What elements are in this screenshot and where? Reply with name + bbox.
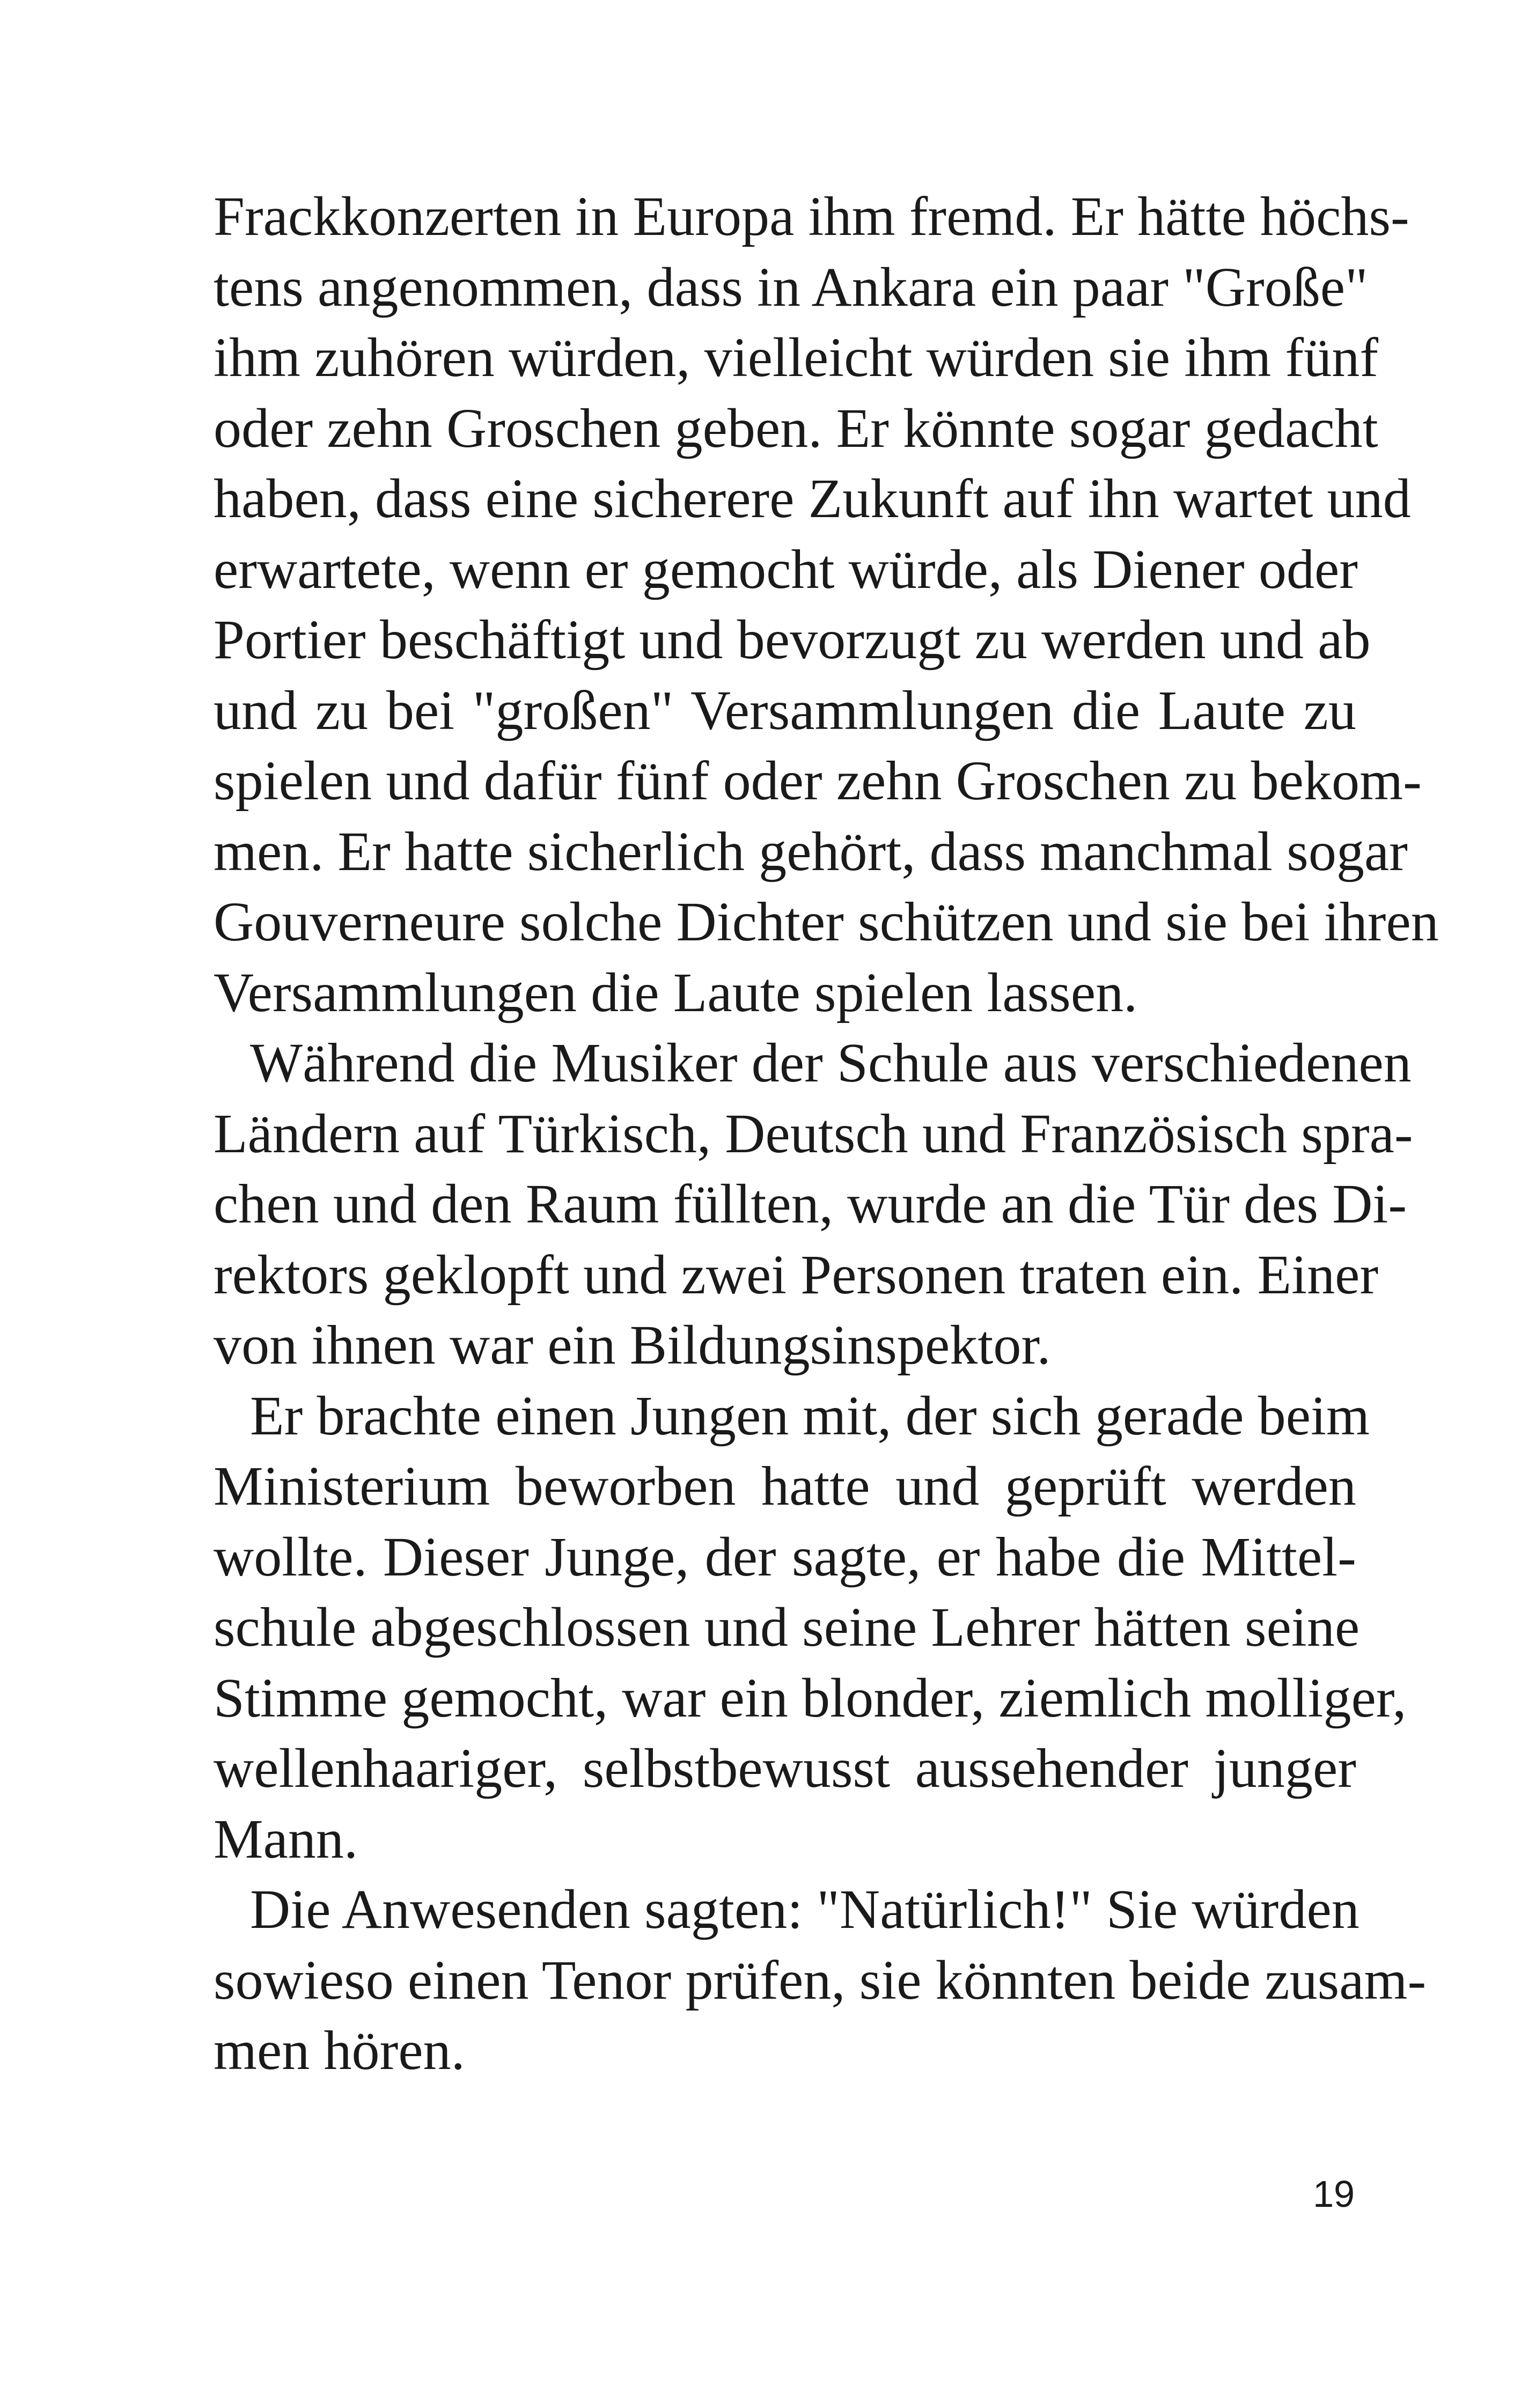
text-line: haben, dass eine sicherere Zukunft auf ihn wartet und [214, 468, 1411, 529]
text-line: Versammlungen die Laute spielen lassen. [214, 961, 1138, 1023]
text-line: rektors geklopft und zwei Personen traten ein. Einer [214, 1243, 1379, 1306]
text-line: Stimme gemocht, war ein blonder, ziemlich molliger, [214, 1667, 1407, 1729]
text-line: Die Anwesenden sagten: "Natürlich!" Sie würden [250, 1879, 1360, 1940]
text-line: men. Er hatte sicherlich gehört, dass manchmal sogar [214, 820, 1408, 882]
text-line: und zu bei "großen" Versammlungen die Laute zu [214, 679, 1356, 741]
text-line: Er brachte einen Jungen mit, der sich gerade beim [250, 1385, 1370, 1447]
text-line: oder zehn Groschen geben. Er könnte sogar gedacht [214, 397, 1378, 459]
body-text [214, 181, 1439, 2086]
paragraph-1 [214, 181, 1439, 1028]
text-line: erwartete, wenn er gemocht würde, als Diener oder [214, 538, 1358, 600]
text-line: chen und den Raum füllten, wurde an die Tür des Di- [214, 1173, 1407, 1235]
text-line: Ministerium beworben hatte und geprüft werden [214, 1455, 1356, 1517]
text-line: men hören. [214, 2020, 465, 2081]
paragraph-4 [214, 1874, 1427, 2086]
paragraph-2 [214, 1028, 1413, 1381]
text-line: Portier beschäftigt und bevorzugt zu werden und ab [214, 609, 1371, 671]
text-line: ihm zuhören würden, vielleicht würden sie ihm fünf [214, 327, 1379, 388]
text-line: Mann. [214, 1808, 358, 1870]
text-line: von ihnen war ein Bildungsinspektor. [214, 1314, 1051, 1376]
text-line: schule abgeschlossen und seine Lehrer hätten seine [214, 1596, 1360, 1658]
text-line: Während die Musiker der Schule aus verschiedenen [250, 1032, 1412, 1094]
text-line: spielen und dafür fünf oder zehn Groschen zu bekom- [214, 750, 1422, 812]
page-number: 19 [1313, 2173, 1355, 2215]
paragraph-3 [214, 1381, 1407, 1875]
text-line: wellenhaariger, selbstbewusst aussehender junger [214, 1737, 1356, 1799]
text-line: Gouverneure solche Dichter schützen und sie bei ihren [214, 891, 1439, 953]
text-line: tens angenommen, dass in Ankara ein paar "Große" [214, 256, 1368, 318]
text-line: Frackkonzerten in Europa ihm fremd. Er hätte höchs- [214, 186, 1409, 247]
text-line: Ländern auf Türkisch, Deutsch und Französisch spra- [214, 1102, 1413, 1165]
text-line: wollte. Dieser Junge, der sagte, er habe die Mittel- [214, 1526, 1356, 1588]
text-line: sowieso einen Tenor prüfen, sie könnten beide zusam- [214, 1949, 1427, 2011]
